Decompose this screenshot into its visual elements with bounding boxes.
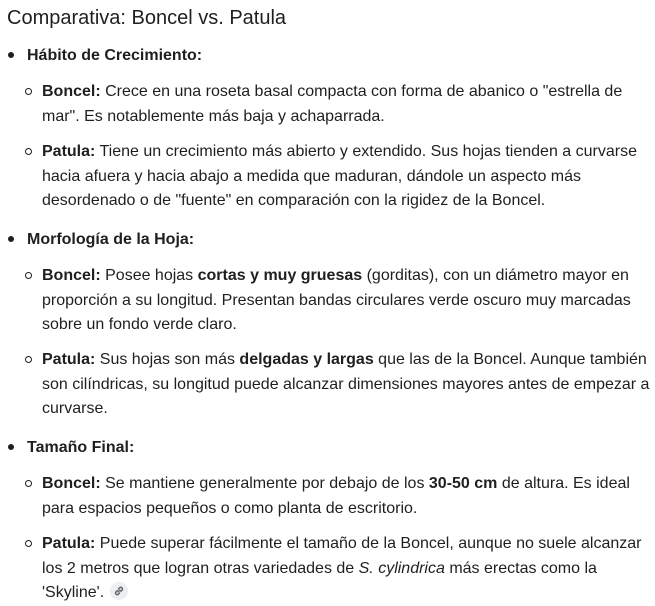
item-text: Patula: Sus hojas son más delgadas y largas que las de la Boncel. Aunque también son cilíndricas, su longitud puede alcanzar dimensiones mayores antes de empezar a curvarse.: [42, 351, 650, 417]
bullet-circle: [25, 148, 32, 155]
bullet-circle: [25, 88, 32, 95]
bullet-disc: [8, 236, 14, 242]
bullet-disc: [8, 444, 14, 450]
bullet-circle: [25, 540, 32, 547]
link-icon[interactable]: [110, 582, 128, 600]
item-term: Boncel:: [42, 83, 101, 100]
bullet-circle: [25, 272, 32, 279]
section-label: Tamaño Final:: [27, 439, 135, 456]
bullet-circle: [25, 480, 32, 487]
item-text: Patula: Tiene un crecimiento más abierto y extendido. Sus hojas tienden a curvarse hacia afuera y hacia abajo a medida que maduran, dándole un aspecto más desordenado o de "fuente" en comparación con la rigidez de la Boncel.: [42, 143, 637, 209]
item-text: Patula: Puede superar fácilmente el tamaño de la Boncel, aunque no suele alcanzar los 2 metros que logran otras variedades de S. cylindrica más erectas como la 'Skyline'.: [42, 535, 642, 601]
item-term: Patula:: [42, 143, 96, 160]
item-text: Boncel: Se mantiene generalmente por debajo de los 30-50 cm de altura. Es ideal para espacios pequeños o como planta de escritorio.: [42, 475, 630, 517]
item-text: Boncel: Posee hojas cortas y muy gruesas (gorditas), con un diámetro mayor en proporción a su longitud. Presentan bandas circulares verde oscuro muy marcadas sobre un fondo verde claro.: [42, 267, 631, 333]
item-term: Patula:: [42, 351, 96, 368]
section-label: Hábito de Crecimiento:: [27, 47, 203, 64]
page-title: Comparativa: Boncel vs. Patula: [7, 7, 287, 29]
section-label: Morfología de la Hoja:: [27, 231, 195, 248]
item-text: Boncel: Crece en una roseta basal compacta con forma de abanico o "estrella de mar". Es notablemente más baja y achaparrada.: [42, 83, 623, 125]
item-term: Boncel:: [42, 475, 101, 492]
item-term: Patula:: [42, 535, 96, 552]
bullet-disc: [8, 52, 14, 58]
item-term: Boncel:: [42, 267, 101, 284]
bullet-circle: [25, 356, 32, 363]
